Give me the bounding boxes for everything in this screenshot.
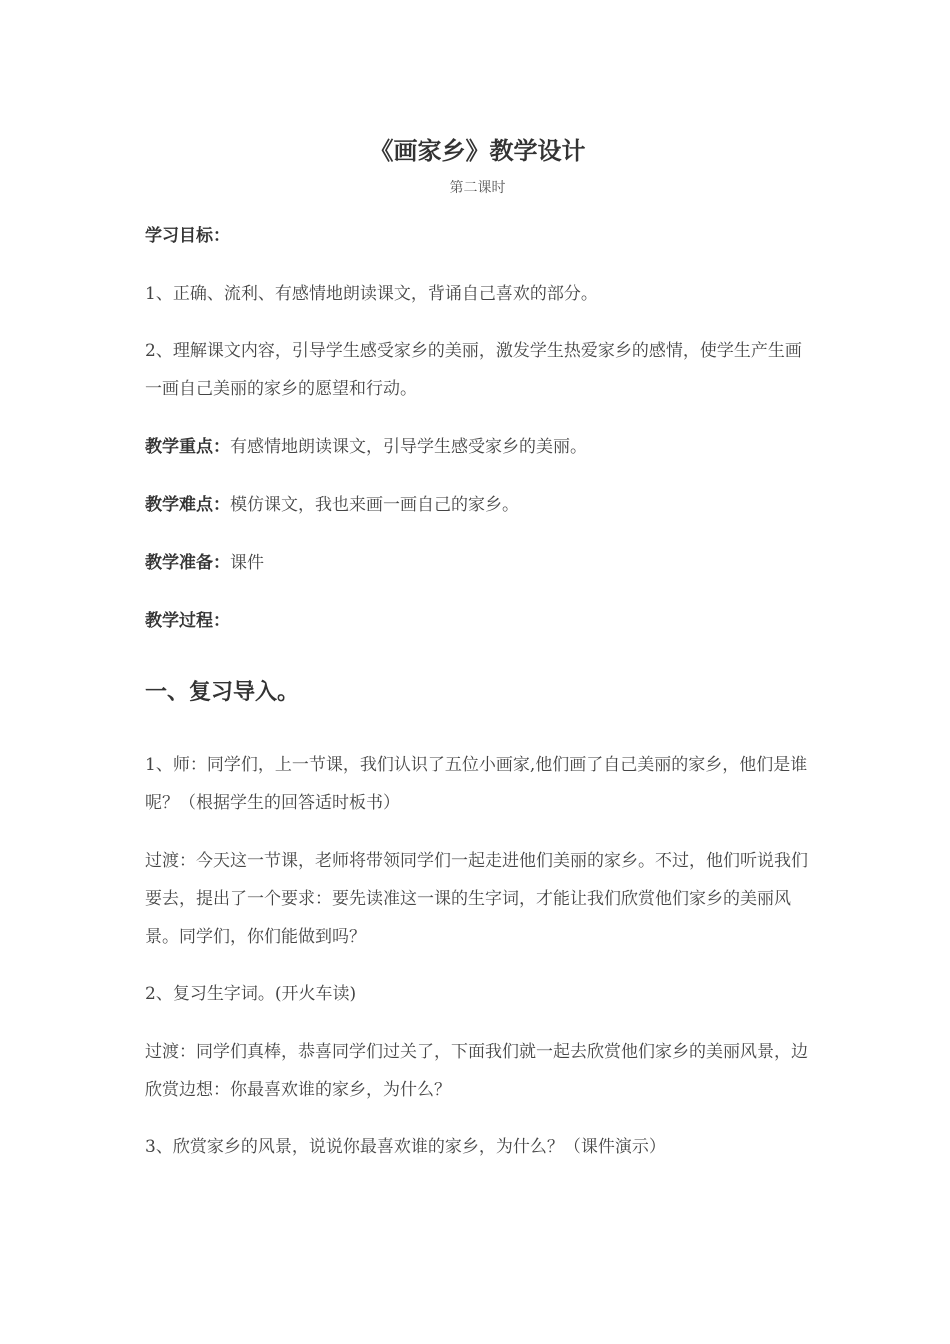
difficulty-text: 模仿课文，我也来画一画自己的家乡。 — [230, 495, 519, 515]
goal-2: 2、理解课文内容，引导学生感受家乡的美丽，激发学生热爱家乡的感情，使学生产生画一画自己美丽的家乡的愿望和行动。 — [145, 341, 802, 399]
goals-label: 学习目标： — [145, 226, 230, 246]
step-3: 3、欣赏家乡的风景，说说你最喜欢谁的家乡，为什么？（课件演示） — [145, 1137, 666, 1157]
preparation-text: 课件 — [230, 553, 264, 573]
transition-2: 过渡：同学们真棒，恭喜同学们过关了，下面我们就一起去欣赏他们家乡的美丽风景，边欣赏边想：你最喜欢谁的家乡，为什么？ — [145, 1042, 808, 1100]
step-2: 2、复习生字词。(开火车读) — [145, 984, 357, 1004]
difficulty-label: 教学难点： — [145, 495, 230, 515]
goal-1: 1、正确、流利、有感情地朗读课文，背诵自己喜欢的部分。 — [145, 284, 598, 304]
document-title: 《画家乡》教学设计 — [369, 137, 586, 165]
key-point-label: 教学重点： — [145, 437, 230, 457]
step-1: 1、师：同学们，上一节课，我们认识了五位小画家,他们画了自己美丽的家乡，他们是谁呢？（根据学生的回答适时板书） — [145, 755, 808, 813]
transition-1: 过渡：今天这一节课，老师将带领同学们一起走进他们美丽的家乡。不过，他们听说我们要去，提出了一个要求：要先读准这一课的生字词，才能让我们欣赏他们家乡的美丽风景。同学们，你们能做到吗？ — [145, 851, 808, 947]
preparation-paragraph — [145, 544, 810, 582]
goals-label-paragraph — [145, 217, 810, 255]
key-point-paragraph — [145, 428, 810, 466]
document-subtitle: 第二课时 — [449, 180, 506, 196]
key-point-text: 有感情地朗读课文，引导学生感受家乡的美丽。 — [230, 437, 587, 457]
difficulty-paragraph — [145, 486, 810, 524]
process-label-paragraph — [145, 602, 810, 640]
process-label: 教学过程： — [145, 611, 230, 631]
preparation-label: 教学准备： — [145, 553, 230, 573]
section-1-heading: 一、复习导入。 — [145, 680, 300, 705]
